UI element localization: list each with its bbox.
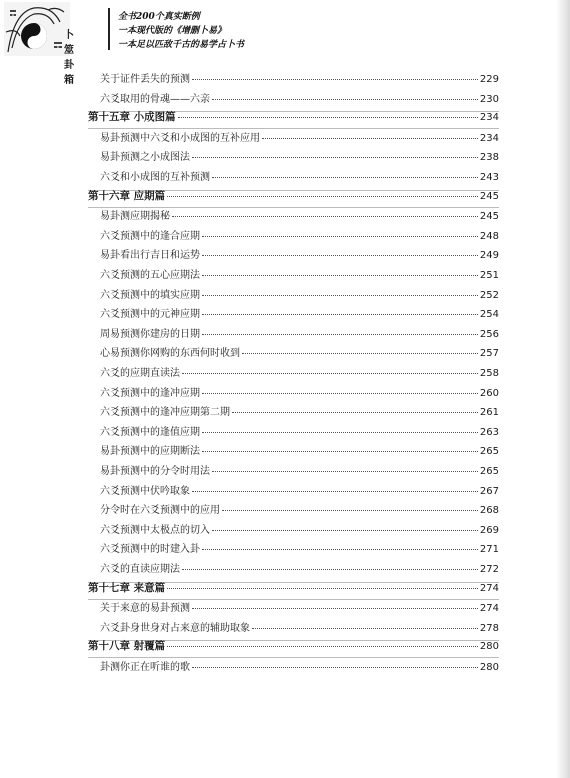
toc-page-number: 258: [479, 368, 499, 379]
toc-chapter[interactable]: [88, 580, 499, 600]
toc-page-number: 271: [479, 544, 499, 556]
toc-entry[interactable]: [100, 482, 499, 502]
dot-leader: [192, 481, 478, 492]
toc-page-number: 265: [479, 446, 499, 458]
toc-page-number: 249: [479, 250, 499, 262]
toc-title: 易卦预测中的应期断法: [100, 446, 200, 458]
toc-entry[interactable]: [100, 305, 499, 325]
toc-entry[interactable]: [100, 384, 499, 404]
dot-leader: [192, 657, 478, 668]
toc-title: 第十七章 来意篇: [88, 581, 166, 594]
logo-text: 卜筮卦箱: [64, 30, 75, 86]
toc-page-number: 257: [479, 348, 499, 360]
toc-title: 关于证件丢失的预测: [100, 74, 190, 85]
toc-title: 易卦预测中六爻和小成图的互补应用: [100, 132, 260, 144]
toc-entry[interactable]: [100, 325, 499, 345]
toc-entry[interactable]: [100, 266, 499, 286]
dot-leader: [202, 226, 478, 237]
dot-leader: [202, 422, 478, 433]
dot-leader: [182, 559, 478, 570]
toc-page-number: 260: [479, 387, 499, 399]
toc-title: 六爻卦身世身对占来意的辅助取象: [100, 622, 250, 634]
dot-leader: [202, 245, 478, 256]
dot-leader: [222, 500, 478, 511]
toc-page-number: 245: [479, 211, 499, 223]
toc-entry[interactable]: [100, 344, 499, 364]
toc-entry[interactable]: [100, 521, 499, 541]
toc-entry[interactable]: [100, 129, 499, 149]
toc-page-number: 234: [479, 112, 499, 124]
toc-page-number: 245: [479, 190, 499, 202]
toc-page-number: 274: [479, 582, 499, 594]
toc-page-number: 261: [479, 407, 499, 419]
toc-title: 六爻的应期直读法: [100, 368, 180, 379]
toc-entry[interactable]: [100, 501, 499, 521]
toc-entry[interactable]: [100, 148, 499, 168]
toc-chapter[interactable]: [88, 638, 499, 658]
taiji-logo-icon: [4, 2, 70, 56]
toc-title: 关于来意的易卦预测: [100, 603, 190, 615]
toc-page-number: 263: [479, 426, 499, 438]
header-divider: [108, 8, 110, 50]
toc-entry[interactable]: [100, 286, 499, 306]
toc-title: 周易预测你建房的日期: [100, 328, 200, 340]
toc-title: 六爻的直读应期法: [100, 564, 180, 575]
dot-leader: [167, 578, 478, 589]
toc-page-number: 256: [479, 328, 499, 340]
toc-page-number: 269: [479, 524, 499, 536]
toc-page-number: 267: [479, 485, 499, 497]
toc-title: 六爻预测中的逢值应期: [100, 426, 200, 438]
dot-leader: [178, 107, 478, 118]
toc-entry[interactable]: [100, 364, 499, 384]
dot-leader: [202, 324, 478, 335]
toc-entry[interactable]: [100, 462, 499, 482]
toc-title: 六爻预测的五心应期法: [100, 270, 200, 281]
toc-title: 六爻和小成图的互补预测: [100, 172, 210, 183]
toc-title: 六爻预测中的时建入卦: [100, 544, 200, 556]
dot-leader: [212, 461, 478, 472]
toc-page-number: 243: [479, 172, 499, 183]
toc-title: 心易预测你网购的东西何时收到: [100, 348, 240, 360]
toc-page-number: 278: [479, 622, 499, 634]
toc-chapter[interactable]: [88, 109, 499, 129]
dot-leader: [167, 636, 478, 647]
toc-page-number: 248: [479, 230, 499, 242]
toc-page-number: 280: [479, 662, 499, 673]
toc-page-number: 251: [479, 270, 499, 281]
toc-chapter[interactable]: [88, 188, 499, 208]
toc-title: 第十五章 小成图篇: [88, 111, 176, 124]
toc-title: 六爻预测中伏吟取象: [100, 485, 190, 497]
toc-entry[interactable]: [100, 442, 499, 462]
toc-title: 第十六章 应期篇: [88, 189, 166, 202]
toc-page-number: 272: [479, 564, 499, 575]
toc-page-number: 254: [479, 309, 499, 321]
dot-leader: [202, 441, 478, 452]
toc-entry[interactable]: [100, 246, 499, 266]
toc-title: 第十八章 射覆篇: [88, 640, 166, 653]
toc-title: 六爻预测中的逢冲应期第二期: [100, 407, 230, 419]
toc-page-number: 252: [479, 289, 499, 301]
header-slogans: [118, 10, 244, 52]
dot-leader: [212, 167, 478, 178]
dot-leader: [232, 402, 478, 413]
dot-leader: [172, 206, 478, 217]
toc-entry[interactable]: [100, 403, 499, 423]
slogan-line: 一本现代版的《增删卜易》: [118, 26, 227, 36]
dot-leader: [202, 285, 478, 296]
toc-page-number: 280: [479, 641, 499, 653]
dot-leader: [242, 343, 478, 354]
dot-leader: [192, 598, 478, 609]
toc-page-number: 265: [479, 466, 499, 477]
toc-title: 六爻预测中的逢合应期: [100, 230, 200, 242]
toc-entry[interactable]: [100, 599, 499, 619]
toc-page-number: 274: [479, 603, 499, 615]
dot-leader: [192, 147, 478, 158]
toc-entry[interactable]: [100, 227, 499, 247]
toc-entry[interactable]: [100, 207, 499, 227]
dot-leader: [212, 89, 478, 100]
dot-leader: [202, 539, 478, 550]
dot-leader: [202, 265, 478, 276]
dot-leader: [252, 618, 478, 629]
slogan-line: 一本足以匹敌千古的易学占卜书: [118, 40, 245, 50]
toc-title: 易卦看出行吉日和运势: [100, 250, 200, 262]
toc-entry[interactable]: [100, 658, 499, 678]
dot-leader: [202, 304, 478, 315]
toc-title: 六爻预测中太极点的切入: [100, 524, 210, 536]
page-edge-shadow: [556, 0, 570, 778]
toc-page-number: 229: [479, 74, 499, 85]
toc-entry[interactable]: [100, 423, 499, 443]
toc-title: 六爻预测中的元神应期: [100, 309, 200, 321]
toc-title: 六爻取用的骨魂——六亲: [100, 93, 210, 105]
toc-page-number: 268: [479, 505, 499, 517]
toc-entry[interactable]: [100, 540, 499, 560]
dot-leader: [212, 520, 478, 531]
toc-title: 六爻预测中的逢冲应期: [100, 387, 200, 399]
slogan-line: 全书200个真实断例: [118, 12, 200, 22]
dot-leader: [167, 186, 478, 197]
toc-title: 六爻预测中的填实应期: [100, 289, 200, 301]
toc-title: 卦测你正在听谁的歌: [100, 662, 190, 673]
toc-title: 易卦预测之小成图法: [100, 152, 190, 164]
logo: [4, 2, 75, 86]
toc-page-number: 230: [479, 93, 499, 105]
toc-page-number: 234: [479, 132, 499, 144]
toc-title: 易卦预测中的分令时用法: [100, 466, 210, 477]
dot-leader: [262, 128, 478, 139]
toc-title: 分令时在六爻预测中的应用: [100, 505, 220, 517]
dot-leader: [182, 363, 478, 374]
dot-leader: [192, 69, 478, 80]
toc-page-number: 238: [479, 152, 499, 164]
toc-entry[interactable]: [100, 70, 499, 90]
toc-title: 易卦测应期揭秘: [100, 211, 170, 223]
dot-leader: [202, 383, 478, 394]
